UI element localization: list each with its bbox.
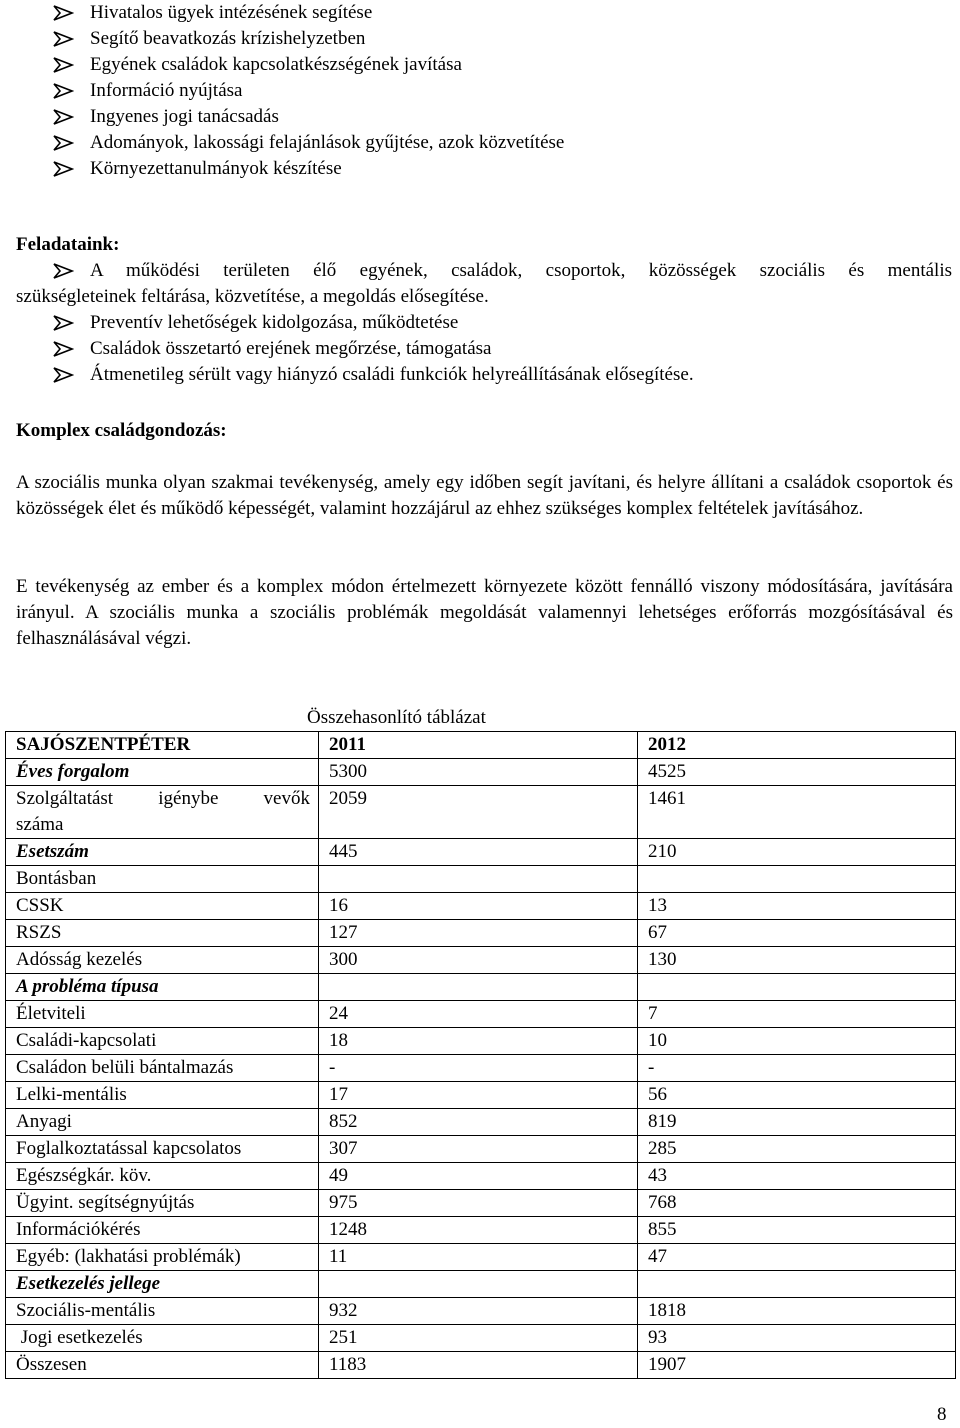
- cell-2012: 10: [638, 1028, 956, 1055]
- cell-2011: 2059: [319, 786, 638, 839]
- arrowhead-bullet-icon: [52, 26, 74, 52]
- arrowhead-bullet-icon: [52, 0, 74, 26]
- list-item-text: Adományok, lakossági felajánlások gyűjtése, azok közvetítése: [90, 132, 565, 153]
- cell-2012: [638, 974, 956, 1001]
- arrowhead-bullet-icon: [52, 362, 74, 388]
- cell-2011: -: [319, 1055, 638, 1082]
- list-item-text: Családok összetartó erejének megőrzése, támogatása: [90, 338, 492, 359]
- table-row: [6, 1352, 956, 1379]
- arrowhead-bullet-icon: [52, 104, 74, 130]
- list-item-text: Ingyenes jogi tanácsadás: [90, 106, 279, 127]
- list-item: [0, 26, 960, 52]
- table-row: [6, 1190, 956, 1217]
- paragraph-social-work: A szociális munka olyan szakmai tevékenység, amely egy időben segít javítani, és helyre állítani a családok csoportok és közösségek élet és működő képességét, valamint hozzájárul az ehhez szükséges komplex feltételek javításához.: [16, 472, 953, 519]
- list-item: [0, 78, 960, 104]
- row-label: Információkérés: [6, 1217, 319, 1244]
- page-number: 8: [937, 1404, 947, 1425]
- row-label: RSZS: [6, 920, 319, 947]
- cell-2012: 1461: [638, 786, 956, 839]
- list-item: [0, 336, 960, 362]
- row-label: A probléma típusa: [6, 974, 319, 1001]
- list-item-text: Információ nyújtása: [90, 80, 243, 101]
- list-item-text-continued: szükségleteinek feltárása, közvetítése, a megoldás elősegítése.: [16, 286, 489, 307]
- paragraph-activity: E tevékenység az ember és a komplex módon értelmezett környezete között fennálló viszony módosítására, javítására irányul. A szociális munka a szociális problémák megoldását valamennyi lehetséges erőforrás mozgósításával és felhasználásával végzi.: [16, 576, 953, 649]
- cell-2012: 768: [638, 1190, 956, 1217]
- cell-2012: 819: [638, 1109, 956, 1136]
- arrowhead-bullet-icon: [52, 52, 74, 78]
- row-label: Egyéb: (lakhatási problémák): [6, 1244, 319, 1271]
- cell-2011: 127: [319, 920, 638, 947]
- header-cell: 2011: [319, 732, 638, 759]
- arrowhead-bullet-icon: [52, 130, 74, 156]
- cell-2012: 56: [638, 1082, 956, 1109]
- cell-2011: 932: [319, 1298, 638, 1325]
- arrowhead-bullet-icon: [52, 258, 74, 284]
- cell-2011: 49: [319, 1163, 638, 1190]
- list-item: [0, 130, 960, 156]
- header-cell: SAJÓSZENTPÉTER: [6, 732, 319, 759]
- section-heading-komplex: Komplex családgondozás:: [16, 420, 227, 441]
- cell-2012: 130: [638, 947, 956, 974]
- cell-2011: 24: [319, 1001, 638, 1028]
- cell-2011: 852: [319, 1109, 638, 1136]
- cell-2012: 67: [638, 920, 956, 947]
- table-row: [6, 1298, 956, 1325]
- row-label: Ügyint. segítségnyújtás: [6, 1190, 319, 1217]
- cell-2011: [319, 1271, 638, 1298]
- cell-2011: 11: [319, 1244, 638, 1271]
- tasks-bullet-list: [0, 258, 960, 388]
- cell-2012: -: [638, 1055, 956, 1082]
- row-label: Családon belüli bántalmazás: [6, 1055, 319, 1082]
- cell-2012: 285: [638, 1136, 956, 1163]
- table-row: [6, 947, 956, 974]
- list-item: [0, 258, 960, 310]
- row-label: Szociális-mentális: [6, 1298, 319, 1325]
- table-row: [6, 1271, 956, 1298]
- cell-2011: 1248: [319, 1217, 638, 1244]
- cell-2012: 43: [638, 1163, 956, 1190]
- table-row: [6, 1325, 956, 1352]
- cell-2012: 210: [638, 839, 956, 866]
- table-row: [6, 759, 956, 786]
- arrowhead-bullet-icon: [52, 156, 74, 182]
- list-item: [0, 156, 960, 182]
- list-item-text: Hivatalos ügyek intézésének segítése: [90, 2, 373, 23]
- header-cell: 2012: [638, 732, 956, 759]
- list-item-text: Segítő beavatkozás krízishelyzetben: [90, 28, 366, 49]
- list-item-text: Preventív lehetőségek kidolgozása, működtetése: [90, 312, 459, 333]
- cell-2011: 445: [319, 839, 638, 866]
- cell-2011: 307: [319, 1136, 638, 1163]
- list-item-text: Környezettanulmányok készítése: [90, 158, 342, 179]
- table-row: [6, 1217, 956, 1244]
- table-row: [6, 1244, 956, 1271]
- row-label: Esetszám: [6, 839, 319, 866]
- cell-2011: [319, 866, 638, 893]
- row-label: Foglalkoztatással kapcsolatos: [6, 1136, 319, 1163]
- table-row: [6, 1055, 956, 1082]
- row-label: [6, 786, 319, 839]
- cell-2012: [638, 866, 956, 893]
- cell-2011: 251: [319, 1325, 638, 1352]
- row-label: Lelki-mentális: [6, 1082, 319, 1109]
- list-item: [0, 362, 960, 388]
- cell-2012: 13: [638, 893, 956, 920]
- list-item-text: Átmenetileg sérült vagy hiányzó családi funkciók helyreállításának elősegítése.: [90, 364, 694, 385]
- cell-2011: 975: [319, 1190, 638, 1217]
- table-header-row: [6, 732, 956, 759]
- table-row: [6, 1028, 956, 1055]
- cell-2011: 16: [319, 893, 638, 920]
- table-row: [6, 974, 956, 1001]
- row-label: CSSK: [6, 893, 319, 920]
- row-label: Esetkezelés jellege: [6, 1271, 319, 1298]
- cell-2012: 855: [638, 1217, 956, 1244]
- cell-2011: 300: [319, 947, 638, 974]
- list-item: [0, 0, 960, 26]
- table-row: [6, 1082, 956, 1109]
- row-label: Éves forgalom: [6, 759, 319, 786]
- list-item-text: Egyének családok kapcsolatkészségének javítása: [90, 54, 462, 75]
- row-label: Összesen: [6, 1352, 319, 1379]
- table-row: [6, 893, 956, 920]
- cell-2011: 5300: [319, 759, 638, 786]
- row-label: Bontásban: [6, 866, 319, 893]
- cell-2012: 7: [638, 1001, 956, 1028]
- table-row: [6, 1109, 956, 1136]
- row-label: Életviteli: [6, 1001, 319, 1028]
- table-row: [6, 920, 956, 947]
- table-row: [6, 1001, 956, 1028]
- arrowhead-bullet-icon: [52, 336, 74, 362]
- cell-2012: [638, 1271, 956, 1298]
- cell-2012: 47: [638, 1244, 956, 1271]
- row-label: Családi-kapcsolati: [6, 1028, 319, 1055]
- row-label-line: Szolgáltatást igénybe vevők: [16, 788, 310, 809]
- arrowhead-bullet-icon: [52, 310, 74, 336]
- cell-2011: 18: [319, 1028, 638, 1055]
- comparison-table: [5, 731, 956, 1379]
- cell-2011: [319, 974, 638, 1001]
- table-row: [6, 866, 956, 893]
- cell-2011: 17: [319, 1082, 638, 1109]
- row-label-line: száma: [16, 814, 64, 835]
- list-item: [0, 310, 960, 336]
- cell-2012: 93: [638, 1325, 956, 1352]
- cell-2012: 1818: [638, 1298, 956, 1325]
- section-heading-feladataink: Feladataink:: [16, 234, 120, 255]
- table-row: [6, 1136, 956, 1163]
- row-label: Jogi esetkezelés: [6, 1325, 319, 1352]
- arrowhead-bullet-icon: [52, 78, 74, 104]
- service-bullet-list: [0, 0, 960, 182]
- cell-2011: 1183: [319, 1352, 638, 1379]
- list-item-text: A működési területen élő egyének, családok, csoportok, közösségek szociális és mentális: [90, 260, 952, 281]
- row-label: Egészségkár. köv.: [6, 1163, 319, 1190]
- cell-2012: 1907: [638, 1352, 956, 1379]
- row-label: Adósság kezelés: [6, 947, 319, 974]
- cell-2012: 4525: [638, 759, 956, 786]
- table-row: [6, 786, 956, 839]
- table-title: Összehasonlító táblázat: [307, 707, 486, 728]
- table-row: [6, 1163, 956, 1190]
- table-row: [6, 839, 956, 866]
- row-label: Anyagi: [6, 1109, 319, 1136]
- list-item: [0, 52, 960, 78]
- list-item: [0, 104, 960, 130]
